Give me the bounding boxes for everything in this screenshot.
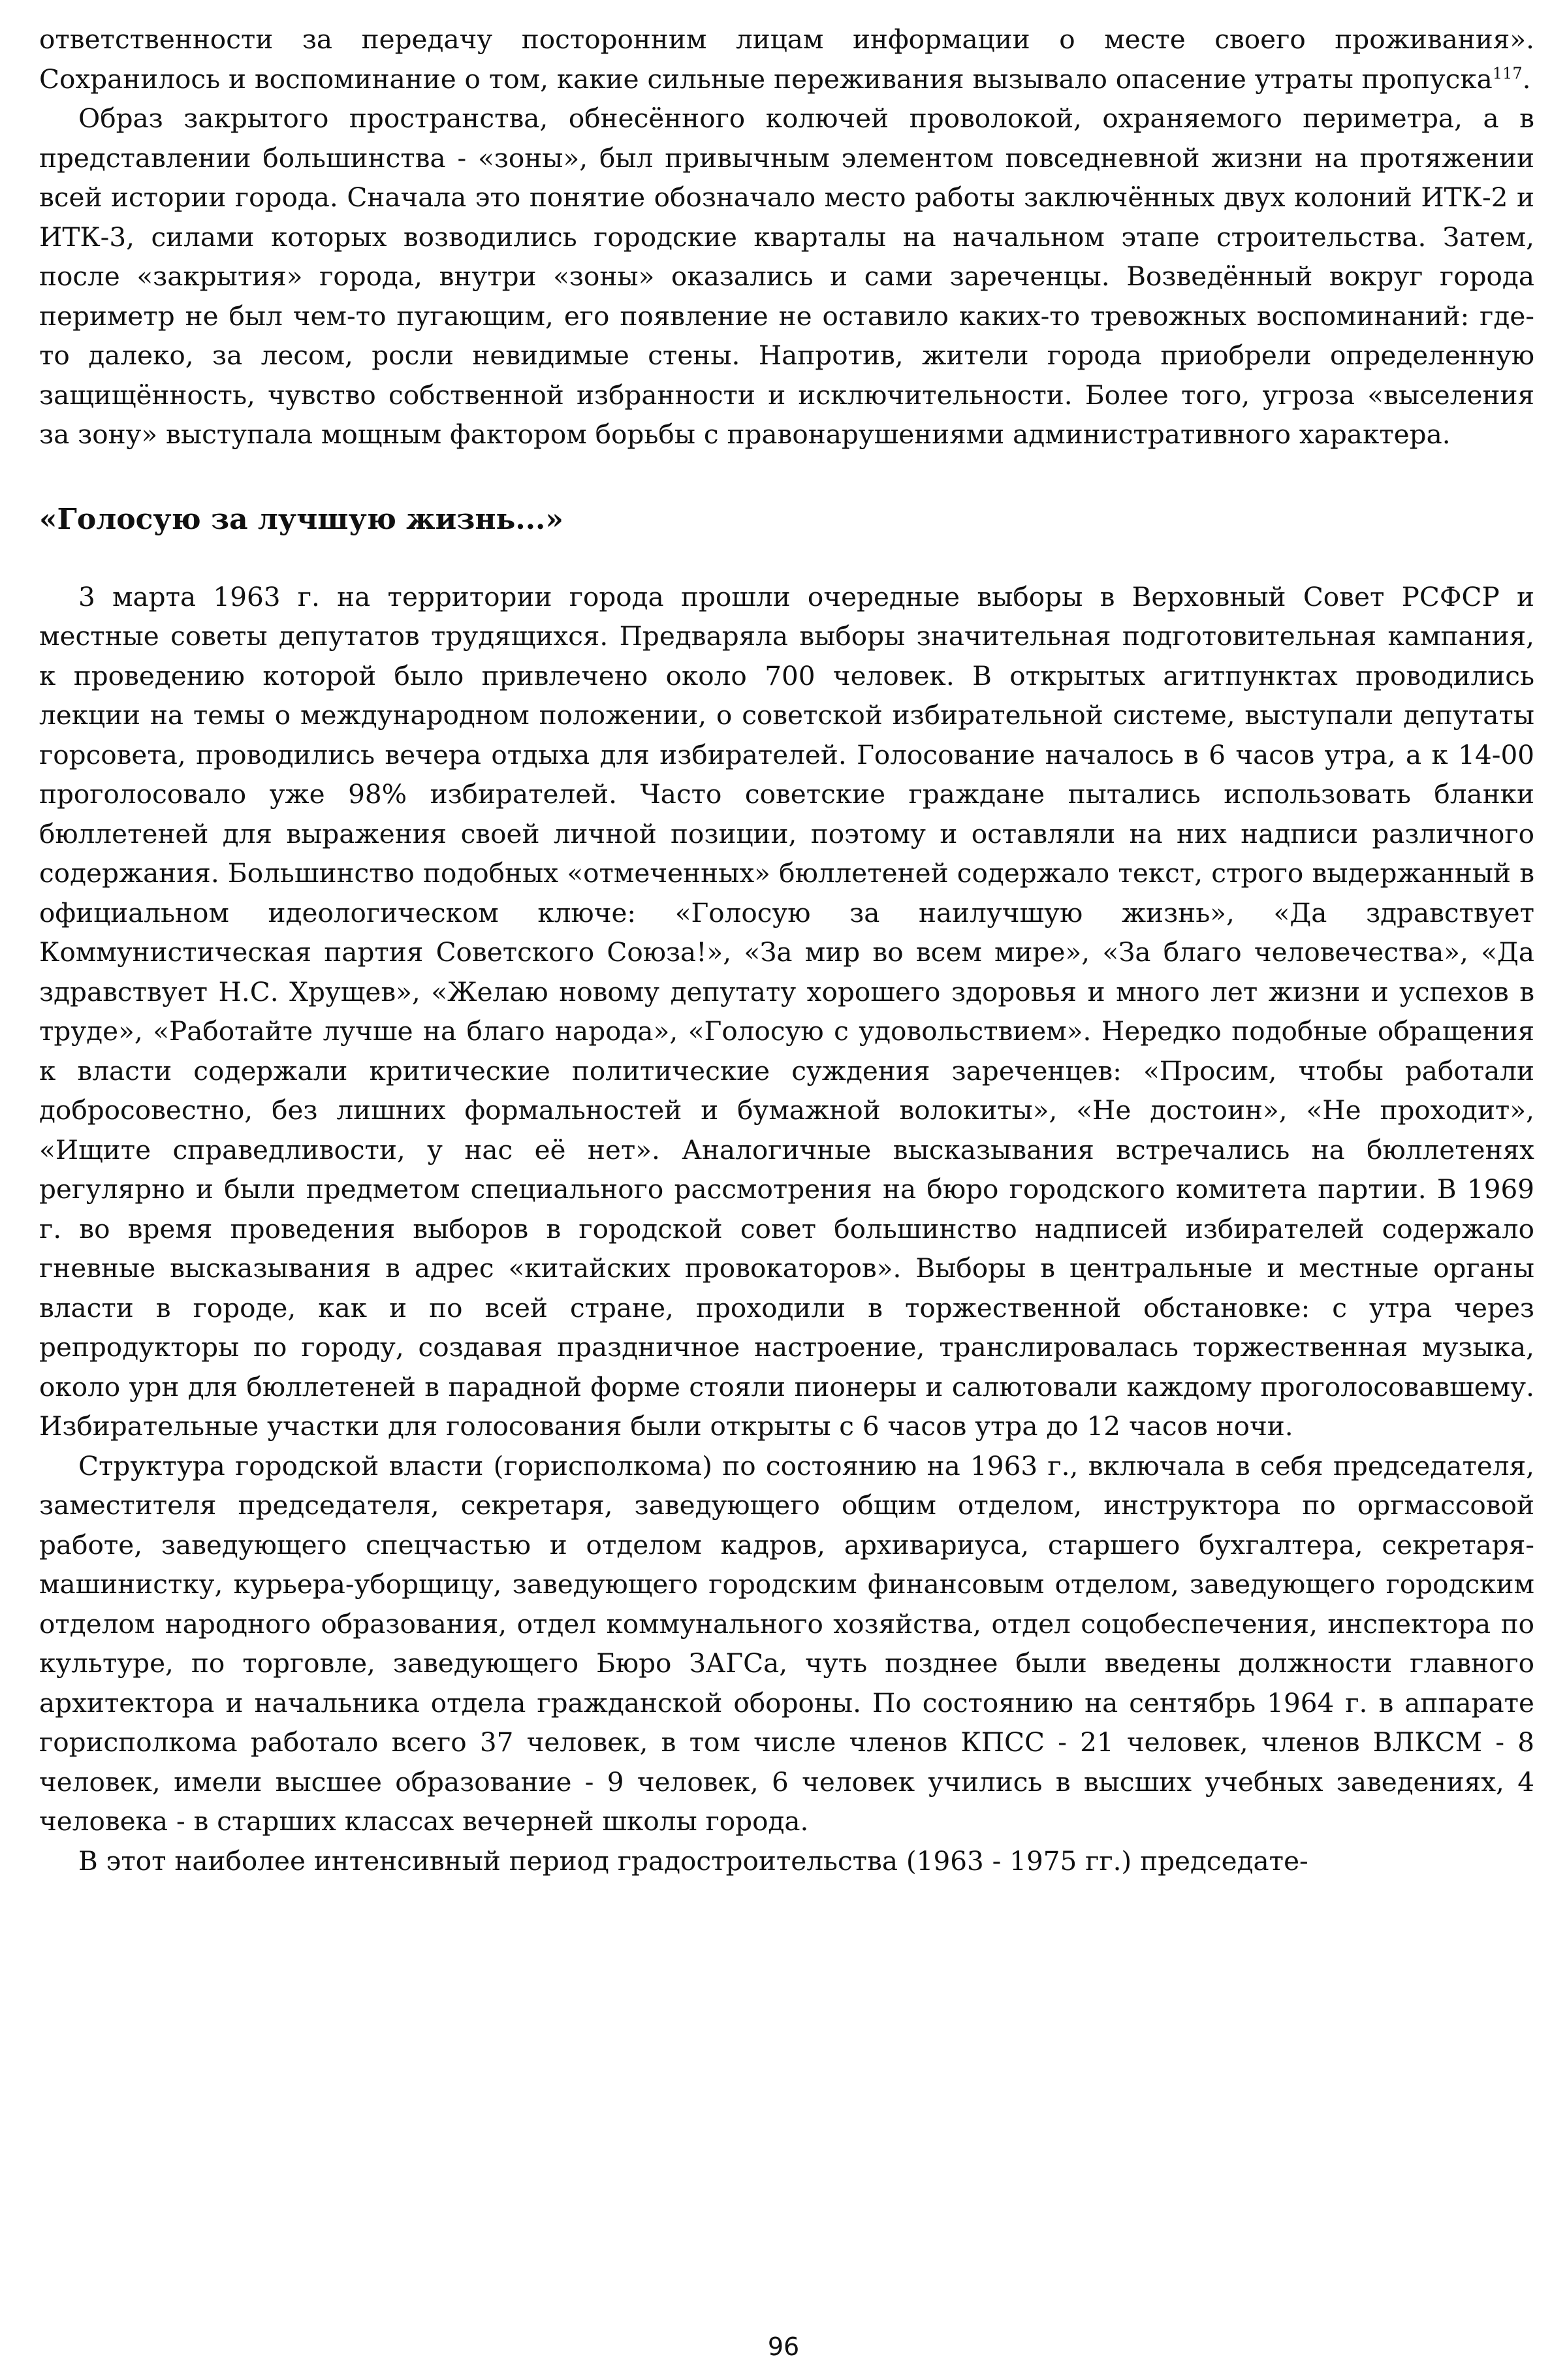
- footnote-ref-117[interactable]: 117: [1492, 64, 1523, 82]
- paragraph-3: 3 марта 1963 г. на территории города прошли очередные выборы в Верховный Совет РСФСР и местные советы депутатов трудящихся. Предваряла выборы значительная подготовительная кампания, к проведению которой было привлечено около 700 человек. В открытых агитпунктах проводились лекции на темы о международном положении, о советской избирательной системе, выступали депутаты горсовета, проводились вечера отдыха для избирателей. Голосование началось в 6 часов утра, а к 14-00 проголосовало уже 98% избирателей. Часто советские граждане пытались использовать бланки бюллетеней для выражения своей личной позиции, поэтому и оставляли на них надписи различного содержания. Большинство подобных «отмеченных» бюллетеней содержало текст, строго выдержанный в официальном идеологическом ключе: «Голосую за наилучшую жизнь», «Да здравствует Коммунистическая партия Советского Союза!», «За мир во всем мире», «За благо человечества», «Да здравствует Н.С. Хрущев», «Желаю новому депутату хорошего здоровья и много лет жизни и успехов в труде», «Работайте лучше на благо народа», «Голосую с удовольствием». Нередко подобные обращения к власти содержали критические политические суждения зареченцев: «Просим, чтобы работали добросовестно, без лишних формальностей и бумажной волокиты», «Не достоин», «Не проходит», «Ищите справедливости, у нас её нет». Аналогичные высказывания встречались на бюллетенях регулярно и были предметом специального рассмотрения на бюро городского комитета партии. В 1969 г. во время проведения выборов в городской совет большинство надписей избирателей содержало гневные высказывания в адрес «китайских провокаторов». Выборы в центральные и местные органы власти в городе, как и по всей стране, проходили в торжественной обстановке: с утра через репродукторы по городу, создавая праздничное настроение, транслировалась торжественная музыка, около урн для бюллетеней в парадной форме стояли пионеры и салютовали каждому проголосовавшему. Избирательные участки для голосования были открыты с 6 часов утра до 12 часов ночи.: [39, 580, 1534, 1442]
- paragraph-1: [39, 20, 1534, 99]
- paragraph-5: В этот наиболее интенсивный период градостроительства (1963 - 1975 гг.) председате-: [78, 1845, 1308, 1877]
- paragraph-2: Образ закрытого пространства, обнесённого колючей проволокой, охраняемого периметра, а в представлении большинства - «зоны», был привычным элементом повседневной жизни на протяжении всей истории города. Сначала это понятие обозначало место работы заключённых двух колоний ИТК-2 и ИТК-3, силами которых возводились городские кварталы на начальном этапе строительства. Затем, после «закрытия» города, внутри «зоны» оказались и сами зареченцы. Возведённый вокруг города периметр не был чем-то пугающим, его появление не оставило каких-то тревожных воспоминаний: где-то далеко, за лесом, росли невидимые стены. Напротив, жители города приобрели определенную защищённость, чувство собственной избранности и исключительности. Более того, угроза «выселения за зону» выступала мощным фактором борьбы с правонарушениями административного характера.: [39, 103, 1534, 450]
- page-number: 96: [767, 2332, 800, 2361]
- document-page: [39, 20, 1534, 2357]
- section-heading: «Голосую за лучшую жизнь...»: [39, 502, 563, 536]
- paragraph-1-tail: .: [1522, 63, 1531, 95]
- paragraph-4: Структура городской власти (горисполкома) по состоянию на 1963 г., включала в себя председателя, заместителя председателя, секретаря, заведующего общим отделом, инструктора по оргмассовой работе, заведующего спецчастью и отделом кадров, архивариуса, старшего бухгалтера, секретаря-машинистку, курьера-уборщицу, заведующего городским финансовым отделом, заведующего городским отделом народного образования, отдел коммунального хозяйства, отдел соцобеспечения, инспектора по культуре, по торговле, заведующего Бюро ЗАГСа, чуть позднее были введены должности главного архитектора и начальника отдела гражданской обороны. По состоянию на сентябрь 1964 г. в аппарате горисполкома работало всего 37 человек, в том числе членов КПСС - 21 человек, членов ВЛКСМ - 8 человек, имели высшее образование - 9 человек, 6 человек учились в высших учебных заведениях, 4 человека - в старших классах вечерней школы города.: [39, 1450, 1534, 1837]
- paragraph-1-text: ответственности за передачу посторонним лицам информации о месте своего проживания». Сохранилось и воспоминание о том, какие сильные переживания вызывало опасение утраты пропуска: [39, 24, 1534, 95]
